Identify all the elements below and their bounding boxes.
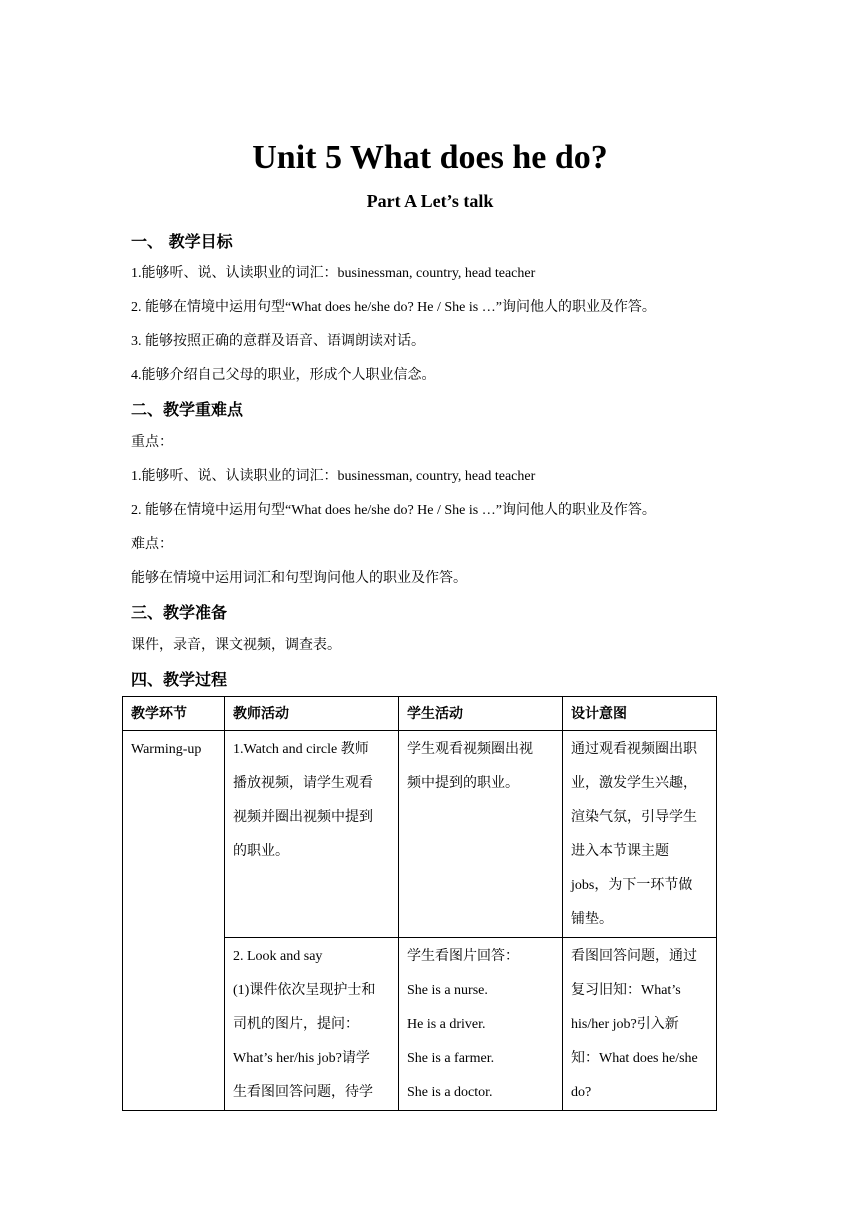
cell-line: What’s her/his job?请学	[233, 1051, 370, 1066]
teacher-activity-cell	[225, 938, 399, 1111]
process-table	[122, 696, 717, 1111]
cell-line: She is a nurse.	[407, 983, 488, 998]
cell-line: 知：What does he/she	[571, 1051, 698, 1066]
cell-line: 看图回答问题，通过	[571, 949, 697, 964]
cell-line: his/her job?引入新	[571, 1017, 679, 1032]
table-header-cell: 教师活动	[225, 697, 399, 731]
key-item: 2. 能够在情境中运用句型“What does he/she do? He / She is …”询问他人的职业及作答。	[131, 503, 656, 518]
cell-line: 学生看图片回答：	[407, 949, 519, 964]
section-heading-key-points: 二、教学重难点	[131, 400, 244, 419]
table-header-row	[123, 697, 717, 731]
section-heading-objectives: 一、 教学目标	[131, 232, 233, 251]
cell-line: 学生观看视频圈出视	[407, 742, 533, 757]
objective-item: 4.能够介绍自己父母的职业，形成个人职业信念。	[131, 368, 436, 383]
cell-line: 进入本节课主题	[571, 844, 669, 859]
cell-line: 2. Look and say	[233, 949, 323, 964]
preparation-text: 课件，录音，课文视频，调查表。	[131, 638, 341, 653]
document-title: Unit 5 What does he do?	[252, 139, 608, 176]
cell-line: 通过观看视频圈出职	[571, 742, 697, 757]
cell-line: 司机的图片，提问：	[233, 1017, 359, 1032]
cell-line: 频中提到的职业。	[407, 776, 519, 791]
table-header-cell: 学生活动	[399, 697, 563, 731]
cell-line: 的职业。	[233, 844, 289, 859]
table-header-cell: 设计意图	[563, 697, 717, 731]
cell-line: She is a doctor.	[407, 1085, 493, 1100]
teacher-activity-cell	[225, 731, 399, 938]
cell-line: 视频并圈出视频中提到	[233, 810, 373, 825]
cell-line: 复习旧知：What’s	[571, 983, 681, 998]
design-purpose-cell	[563, 938, 717, 1111]
table-row	[123, 731, 717, 938]
objective-item: 3. 能够按照正确的意群及语音、语调朗读对话。	[131, 334, 425, 349]
cell-line: 铺垫。	[571, 912, 613, 927]
cell-line: do?	[571, 1085, 592, 1100]
stage-cell: Warming-up	[123, 731, 225, 1111]
cell-line: (1)课件依次呈现护士和	[233, 983, 376, 998]
student-activity-cell	[399, 938, 563, 1111]
cell-line: He is a driver.	[407, 1017, 486, 1032]
section-heading-process: 四、教学过程	[131, 670, 228, 689]
key-label: 重点：	[131, 435, 173, 450]
key-item: 1.能够听、说、认读职业的词汇：businessman, country, head teacher	[131, 469, 536, 484]
objective-item: 1.能够听、说、认读职业的词汇：businessman, country, head teacher	[131, 266, 536, 281]
difficulty-item: 能够在情境中运用词汇和句型询问他人的职业及作答。	[131, 571, 467, 586]
difficulty-label: 难点：	[131, 537, 173, 552]
cell-line: jobs，为下一环节做	[571, 878, 693, 893]
section-heading-preparation: 三、教学准备	[131, 603, 228, 622]
cell-line: She is a farmer.	[407, 1051, 495, 1066]
cell-line: 业，激发学生兴趣，	[571, 776, 697, 791]
cell-line: 1.Watch and circle 教师	[233, 742, 369, 757]
cell-line: 生看图回答问题，待学	[233, 1085, 373, 1100]
cell-line: 渲染气氛，引导学生	[571, 810, 697, 825]
document-subtitle: Part A Let’s talk	[366, 191, 494, 211]
table-header-cell: 教学环节	[123, 697, 225, 731]
design-purpose-cell	[563, 731, 717, 938]
student-activity-cell	[399, 731, 563, 938]
objective-item: 2. 能够在情境中运用句型“What does he/she do? He / She is …”询问他人的职业及作答。	[131, 300, 656, 315]
cell-line: 播放视频，请学生观看	[233, 776, 373, 791]
